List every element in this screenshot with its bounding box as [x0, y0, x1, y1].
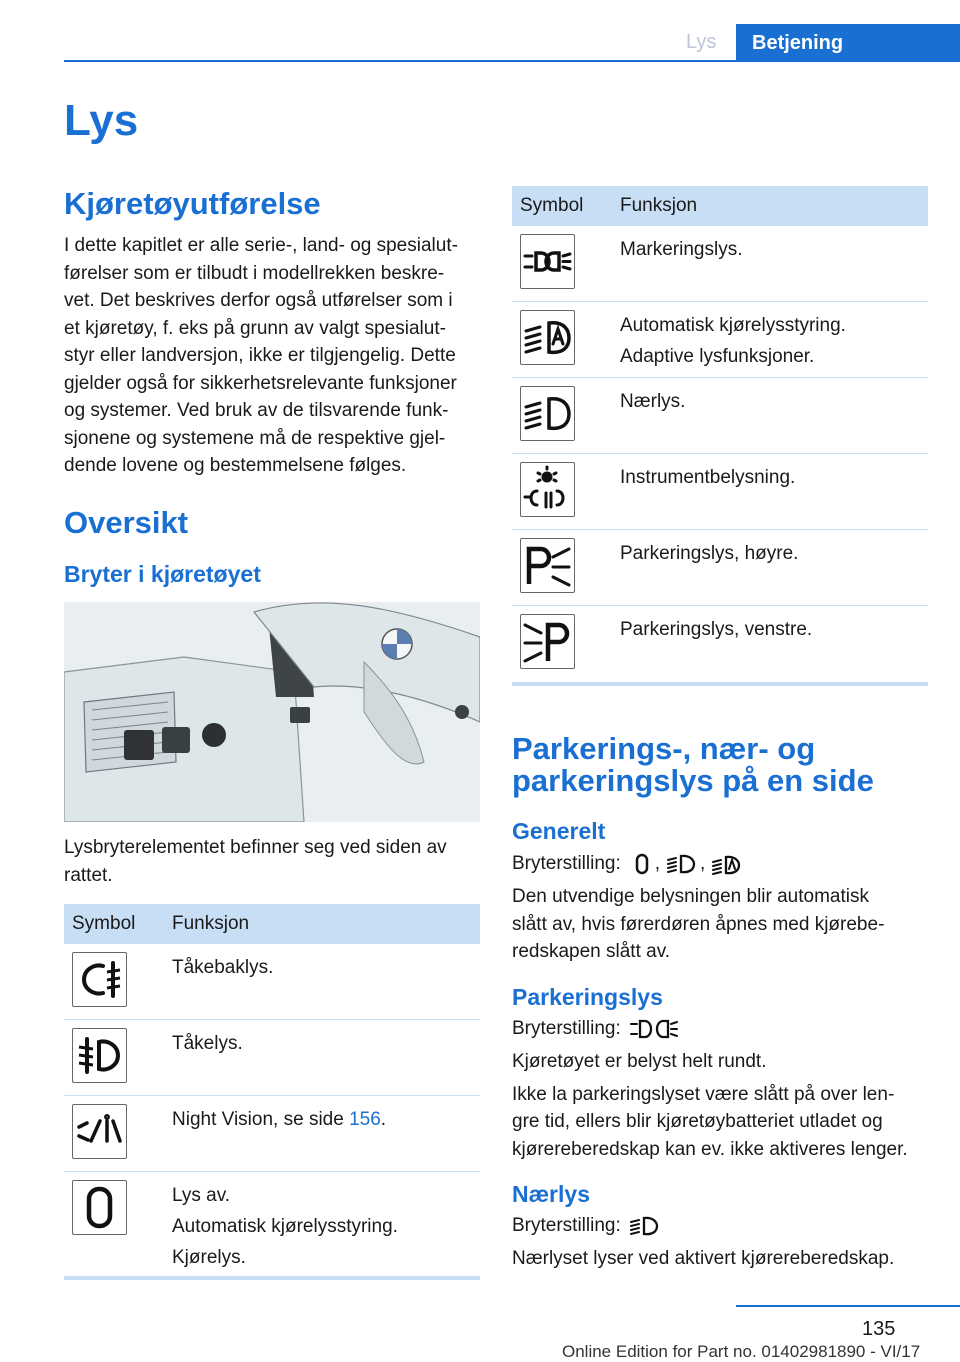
- photo-caption: [64, 834, 484, 889]
- table-row: [64, 944, 480, 1020]
- switch-position-label: Bryterstilling:: [512, 853, 621, 874]
- page-title: Lys: [64, 96, 139, 145]
- table-row: [512, 454, 928, 530]
- side-marker-light-icon: [520, 234, 575, 289]
- intro-line: I dette kapitlet er alle serie-, land- og spesialut-: [64, 235, 458, 256]
- table-header: [512, 186, 928, 226]
- table-end-rule: [512, 682, 928, 686]
- heading-parkeringslys: Parkeringslys: [512, 984, 663, 1010]
- heading-naerlys: Nærlys: [512, 1181, 590, 1207]
- table-cell: [620, 386, 685, 417]
- row-text-suffix: .: [380, 1109, 387, 1130]
- naerlys-paragraph: Nærlyset lyser ved aktivert kjørereberedskap.: [512, 1248, 895, 1269]
- rear-fog-light-icon: [72, 952, 127, 1007]
- page-link-156[interactable]: 156: [349, 1109, 381, 1130]
- intro-line: styr eller landversjon, ikke er tilgjengelig. Dette: [64, 345, 456, 366]
- row-text: [172, 1104, 386, 1135]
- row-text: Nærlys.: [620, 391, 686, 412]
- paragraph-line: Kjøretøyet er belyst helt rundt.: [512, 1051, 767, 1072]
- edition-footer: Online Edition for Part no. 01402981890 - VI/17: [562, 1342, 921, 1361]
- header-tab-label: Betjening: [752, 32, 844, 54]
- paragraph-line: Den utvendige belysningen blir automatisk: [512, 886, 869, 907]
- table-row: [512, 226, 928, 302]
- table-header: [64, 904, 480, 944]
- intro-line: og systemer. Ved bruk av de tilsvarende funk-: [64, 400, 449, 421]
- table-cell: [620, 310, 846, 372]
- intro-line: sjonene og systemene må de respektive gjel-: [64, 427, 446, 449]
- col-funksjon-header: Funksjon: [620, 195, 698, 216]
- table-cell: [620, 538, 798, 569]
- intro-line: gjelder også for sikkerhetsrelevante funksjoner: [64, 372, 457, 394]
- paragraph-line: Ikke la parkeringslyset være slått på over len-: [512, 1083, 895, 1105]
- header-tab-betjening[interactable]: [736, 24, 960, 62]
- row-text: Adaptive lysfunksjoner.: [620, 346, 815, 367]
- heading-line: Parkerings-, nær- og: [512, 731, 816, 766]
- table-row: [512, 530, 928, 606]
- table-cell: [172, 1180, 398, 1273]
- paragraph-line: redskapen slått av.: [512, 941, 671, 962]
- col-symbol-header: Symbol: [520, 195, 584, 216]
- row-text: Tåkelys.: [172, 1033, 243, 1054]
- heading-line: parkeringslys på en side: [512, 763, 874, 798]
- row-text: Lys av.: [172, 1185, 231, 1206]
- header-section-label: Lys: [686, 31, 717, 53]
- row-text: Automatisk kjørelysstyring.: [172, 1216, 398, 1237]
- front-fog-light-icon: [72, 1028, 127, 1083]
- switch-position-line-generelt: Bryterstilling: , ,: [512, 850, 741, 878]
- low-beam-icon: [666, 851, 696, 877]
- generelt-paragraph: [512, 883, 932, 966]
- row-text: Markeringslys.: [620, 239, 743, 260]
- table-row: [64, 1096, 480, 1172]
- table-cell: [620, 234, 742, 265]
- table-end-rule: [64, 1276, 480, 1280]
- switch-position-label: Bryterstilling:: [512, 1215, 621, 1236]
- light-switch-photo: [64, 602, 480, 822]
- lights-off-icon: [631, 851, 653, 877]
- parkeringslys-paragraph: [512, 1048, 932, 1163]
- table-row: [512, 302, 928, 378]
- side-marker-light-icon: [629, 1016, 679, 1042]
- intro-paragraph: [64, 232, 484, 480]
- table-row: [64, 1172, 480, 1276]
- table-cell: [620, 614, 812, 645]
- heading-generelt: Generelt: [512, 818, 606, 844]
- paragraph-line: slått av, hvis førerdøren åpnes med kjørebe-: [512, 913, 885, 935]
- caption-line: Lysbryterelementet befinner seg ved siden av: [64, 837, 447, 858]
- footer-rule: [736, 1305, 960, 1307]
- symbol-table-right: [512, 186, 928, 686]
- page-number: 135: [862, 1318, 896, 1340]
- table-cell: [620, 462, 795, 493]
- col-funksjon-header: Funksjon: [172, 913, 250, 934]
- row-text: Tåkebaklys.: [172, 957, 274, 978]
- heading-kjoretoyutforelse: Kjøretøyutførelse: [64, 186, 321, 221]
- switch-position-line-naerlys: [512, 1212, 659, 1240]
- symbol-table-left: [64, 904, 480, 1280]
- row-text: Automatisk kjørelysstyring.: [620, 315, 846, 336]
- row-text: Parkeringslys, høyre.: [620, 543, 799, 564]
- table-row: [512, 378, 928, 454]
- intro-line: vet. Det beskrives derfor også utførelser som i: [64, 290, 453, 311]
- paragraph-line: kjørereberedskap kan ev. ikke aktiveres lenger.: [512, 1138, 908, 1160]
- row-text: Instrumentbelysning.: [620, 467, 796, 488]
- auto-headlight-icon: [520, 310, 575, 365]
- parking-light-right-icon: [520, 538, 575, 593]
- heading-oversikt: Oversikt: [64, 505, 189, 540]
- low-beam-icon: [629, 1213, 659, 1239]
- instrument-lighting-icon: [520, 462, 575, 517]
- heading-bryter: Bryter i kjøretøyet: [64, 561, 261, 587]
- switch-position-label: Bryterstilling:: [512, 1018, 621, 1039]
- lights-off-icon: [72, 1180, 127, 1235]
- table-cell: [172, 1028, 243, 1059]
- heading-parkerings-naer-og-parkeringslys: [512, 733, 874, 797]
- paragraph-line: gre tid, ellers blir kjøretøybatteriet utladet og: [512, 1111, 883, 1132]
- table-cell: [172, 1104, 386, 1135]
- intro-line: dende lovene og bestemmelsene følges.: [64, 455, 407, 476]
- row-text: Kjørelys.: [172, 1247, 246, 1268]
- low-beam-icon: [520, 386, 575, 441]
- intro-line: førelser som er tilbudt i modellrekken beskre-: [64, 262, 445, 284]
- parking-light-left-icon: [520, 614, 575, 669]
- col-symbol-header: Symbol: [72, 913, 136, 934]
- table-row: [64, 1020, 480, 1096]
- intro-line: et kjøretøy, f. eks på grunn av valgt spesialut-: [64, 317, 446, 339]
- row-text: Parkeringslys, venstre.: [620, 619, 813, 640]
- table-row: [512, 606, 928, 682]
- caption-line: rattet.: [64, 864, 113, 886]
- table-cell: [172, 952, 273, 983]
- switch-position-line-parkeringslys: [512, 1015, 679, 1043]
- row-text-prefix: Night Vision, se side: [172, 1109, 350, 1130]
- night-vision-icon: [72, 1104, 127, 1159]
- auto-headlight-icon: [711, 851, 741, 877]
